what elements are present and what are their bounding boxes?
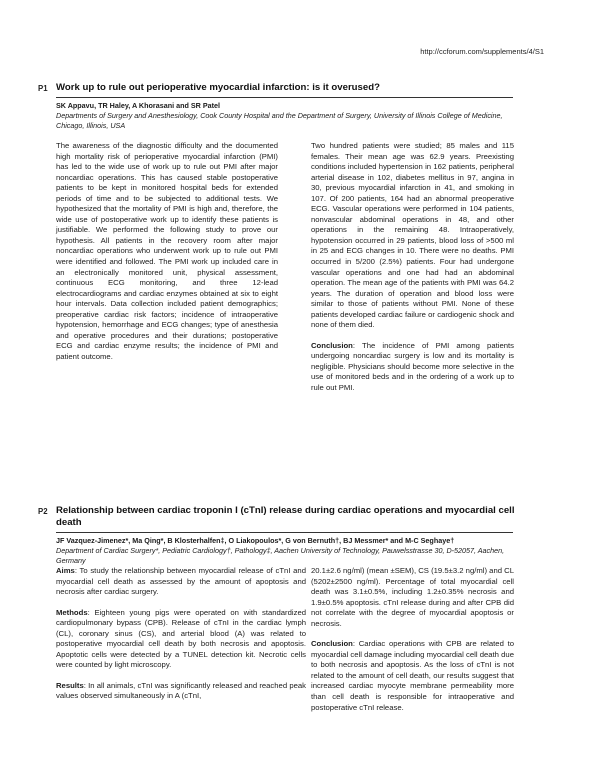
authors-p1: SK Appavu, TR Haley, A Khorasani and SR Patel [56,101,221,110]
title-rule-p2 [56,532,513,533]
p2-results-paragraph [56,681,306,702]
abstract-title-p2: Relationship between cardiac troponin I (cTnI) release during cardiac operations and myocardial cell death [56,505,515,528]
p2-aims-paragraph [56,566,306,598]
results-text: : In all animals, cTnI was significantly released and reached peak values observed simultaneously in A (cTnI, [56,680,306,701]
methods-label: Methods [56,607,88,617]
aims-label: Aims [56,566,75,575]
p1-right-column [311,141,514,404]
aims-text: : To study the relationship between myocardial release of cTnI and myocardial cell death as assessed by the amount of apoptosis and necrosis after cardiac surgery. [56,566,306,597]
p1-intro-paragraph: The awareness of the diagnostic difficulty and the documented high mortality risk of perioperative myocardial infarction (PMI) has led to the wide use of work up to rule out PMI after major noncardiac operations. This has caused stable postoperative patients to be kept in monitored hospital beds for extended periods of time and to be subjected to additional tests. We hypothesized that the mortality of PMI is high and, therefore, the wide use of postoperative work up to identify these patients is justifiable. We performed the following study to prove our hypothesis. All patients in the recovery room after major noncardiac operations who underwent work up to rule out PMI were identified and followed. The PMI work up included care in an electronically monitored unit, physical assessment, continuous ECG monitoring, and three 12-lead electrocardiograms and cardiac enzymes obtained at six to eight hour intervals. Data collection included patient demographics; preoperative cardiac risk factors; incidence of intraoperative hypotension, hemorrhage and ECG changes; type of anesthesia and operative procedures and their durations; postoperative ECG and cardiac enzyme results; the incidence of PMI and patient outcome. [56,141,278,361]
p2-right-column [311,566,514,723]
p2-left-column [56,566,306,712]
conclusion-text: : The incidence of PMI among patients undergoing noncardiac surgery is low and its mortality is negligible. Physicians should become more selective in the use of monitored beds and in the ordering of a work up to rule out PMI. [311,340,514,393]
title-rule-p1 [56,97,513,98]
p2-conclusion-paragraph [311,639,514,713]
conclusion-label: Conclusion [311,639,353,649]
p1-conclusion-paragraph [311,341,514,394]
abstract-title-p1: Work up to rule out perioperative myocardial infarction: is it overused? [56,82,380,93]
abstract-id-p1: P1 [38,84,48,93]
conclusion-label: Conclusion [311,340,353,350]
results-label: Results [56,680,84,690]
authors-p2: JF Vazquez-Jimenez*, Ma Qing*, B Klosterhalfen‡, O Liakopoulos*, G von Bernuth†, BJ Messmer* and M-C Seghaye† [56,536,455,545]
methods-text: : Eighteen young pigs were operated on with standardized cardiopulmonary bypass (CPB). Release of cTnI in the cardiac lymph (CL), coronary sinus (CS), and arterial blood (A) was related to postoperative myocardial cell death by both necrosis and apoptosis. Apoptotic cells were detected by a TUNEL detection kit. Necrotic cells were counted by light microscopy. [56,607,306,670]
abstract-id-p2: P2 [38,507,48,516]
affiliation-p1: Departments of Surgery and Anesthesiology, Cook County Hospital and the Department of Surgery, University of Illinois College of Medicine, Chicago, Illinois, USA [56,111,503,130]
p1-results-paragraph: Two hundred patients were studied; 85 males and 115 females. Their mean age was 62.9 years. Preexisting conditions included hypertension in 162 patients, peripheral arterial disease in 102, diabetes mellitus in 97, angina in 30, previous myocardial infarction in 41, and smoking in 107. Of 200 patients, 164 had an abnormal preoperative ECG. Vascular operations were performed in 104 patients, nonvascular abdominal operations in 48, and other operations in the remaining 48. Intraoperatively, hypotension occurred in 29 patients, blood loss of >500 ml in 25 and ECG changes in 10. There were no deaths. PMI occurred in 5/200 (2.5%) patients. Four had undergone vascular operations and one had had an abdominal operation. The mean age of the patients with PMI was 64.2 years. The duration of operation and blood loss were similar to those of patients without PMI. None of these patients developed cardiac failure or cardiogenic shock and none of them died. [311,141,514,330]
p2-methods-paragraph [56,608,306,671]
affiliation-p2: Department of Cardiac Surgery*, Pediatric Cardiology†, Pathology‡, Aachen University of Technology, Pauwelsstrasse 30, D-52057, Aachen, Germany [56,546,505,565]
conclusion-text: : Cardiac operations with CPB are related to myocardial cell damage including myocardial cell death due to both necrosis and apoptosis. As the loss of cTnI is not related to the amount of cell death, our results suggest that increased cardiac myocyte membrane permeability more than cell death is responsible for intraoperative and postoperative cTnI release. [311,639,514,712]
p2-results-continued: 20.1±2.6 ng/ml) (mean ±SEM), CS (19.5±3.2 ng/ml) and CL (5202±2500 ng/ml). Percentage of total myocardial cell death was 3.1±0.5%, including 1.2±0.35% necrosis and 1.9±0.5% apoptosis. cTnI release during and after CPB did not correlate with the degree of myocardial apoptosis or necrosis. [311,566,514,628]
journal-url: http://ccforum.com/supplements/4/S1 [420,47,544,56]
p1-left-column [56,141,278,372]
